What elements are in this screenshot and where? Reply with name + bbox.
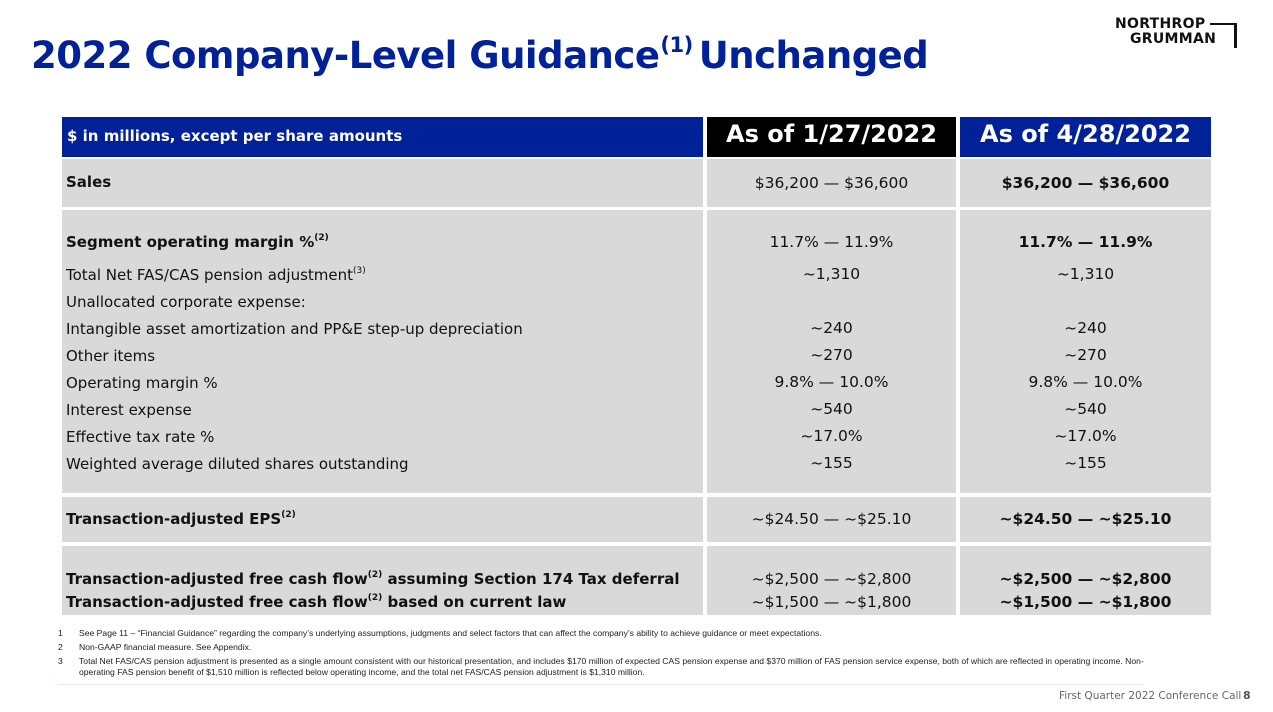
page-number: 8 bbox=[1243, 689, 1251, 702]
prior-amortization: ~240 bbox=[810, 319, 853, 337]
row-label-operating-margin: Operating margin % bbox=[66, 374, 218, 392]
table-header-row bbox=[62, 117, 1212, 157]
prior-fcf-current-law: ~$1,500 — ~$1,800 bbox=[751, 593, 912, 611]
logo-line-1: NORTHROP bbox=[1115, 16, 1206, 32]
prior-interest-expense: ~540 bbox=[810, 400, 853, 418]
current-value: $36,200 — $36,600 bbox=[1001, 174, 1170, 192]
footnote-2: 2 Non-GAAP financial measure. See Appendix. bbox=[58, 642, 252, 652]
prior-tax-rate: ~17.0% bbox=[800, 427, 863, 445]
current-interest-expense: ~540 bbox=[1064, 400, 1107, 418]
row-label-tax-rate: Effective tax rate % bbox=[66, 428, 215, 446]
row-label-diluted-shares: Weighted average diluted shares outstanding bbox=[66, 455, 409, 473]
prior-pension-adjustment: ~1,310 bbox=[802, 265, 861, 283]
current-eps: ~$24.50 — ~$25.10 bbox=[999, 510, 1172, 528]
current-other-items: ~270 bbox=[1064, 346, 1107, 364]
table-row-free-cash-flow bbox=[62, 546, 1212, 615]
title-footnote-ref: (1) bbox=[660, 33, 693, 57]
current-operating-margin: 9.8% — 10.0% bbox=[1028, 373, 1143, 391]
row-label-fcf-section-174: Transaction-adjusted free cash flow$^{(2)}$ assuming Section 174 Tax deferral bbox=[66, 570, 680, 588]
logo-line-2: GRUMMAN bbox=[1130, 31, 1217, 47]
footnote-3: 3 Total Net FAS/CAS pension adjustment is presented as a single amount consistent with our historical presentation, and includes $170 million of expected CAS pension expense and $370 million of FAS pension service expense, both of which are reflected in operating income. Non-operating FAS pension benefit of $1,510 million is reflected below operating income, and the total net FAS/CAS pension adjustment is $1,310 million. bbox=[58, 656, 1144, 677]
page-title bbox=[31, 33, 928, 77]
current-fcf-section-174: ~$2,500 — ~$2,800 bbox=[999, 570, 1172, 588]
row-label-eps: Transaction-adjusted EPS$^{(2)}$ bbox=[66, 510, 296, 528]
row-label-interest-expense: Interest expense bbox=[66, 401, 192, 419]
northrop-grumman-logo bbox=[1113, 16, 1253, 50]
row-label-unallocated-expense: Unallocated corporate expense: bbox=[66, 293, 306, 311]
current-tax-rate: ~17.0% bbox=[1054, 427, 1117, 445]
table-row-sales bbox=[62, 159, 1212, 207]
row-label-pension-adjustment: Total Net FAS/CAS pension adjustment$^{(3)}$ bbox=[66, 266, 366, 284]
title-main: 2022 Company-Level Guidance bbox=[31, 34, 660, 77]
prior-diluted-shares: ~155 bbox=[810, 454, 853, 472]
current-pension-adjustment: ~1,310 bbox=[1056, 265, 1115, 283]
column-header-units: $ in millions, except per share amounts bbox=[62, 117, 703, 157]
title-tail: Unchanged bbox=[698, 34, 929, 77]
footnotes bbox=[58, 628, 1158, 681]
prior-operating-margin: 9.8% — 10.0% bbox=[774, 373, 889, 391]
column-header-prior: As of 1/27/2022 bbox=[707, 117, 956, 157]
current-amortization: ~240 bbox=[1064, 319, 1107, 337]
table-block-details bbox=[62, 210, 1212, 493]
current-segment-margin: 11.7% — 11.9% bbox=[1018, 233, 1153, 251]
row-label-segment-margin: Segment operating margin %$^{(2)}$ bbox=[66, 233, 329, 251]
prior-other-items: ~270 bbox=[810, 346, 853, 364]
footer-divider bbox=[58, 684, 1143, 685]
bracket-corner-icon bbox=[1210, 23, 1237, 48]
column-header-current: As of 4/28/2022 bbox=[960, 117, 1211, 157]
prior-eps: ~$24.50 — ~$25.10 bbox=[751, 510, 912, 528]
prior-value: $36,200 — $36,600 bbox=[754, 174, 909, 192]
current-diluted-shares: ~155 bbox=[1064, 454, 1107, 472]
prior-segment-margin: 11.7% — 11.9% bbox=[769, 233, 894, 251]
row-label-fcf-current-law: Transaction-adjusted free cash flow$^{(2)}$ based on current law bbox=[66, 593, 567, 611]
footer-event-name: First Quarter 2022 Conference Call bbox=[1059, 690, 1242, 702]
table-row-eps bbox=[62, 497, 1212, 542]
row-label: Sales bbox=[66, 173, 112, 191]
prior-fcf-section-174: ~$2,500 — ~$2,800 bbox=[751, 570, 912, 588]
footnote-1: 1 See Page 11 – “Financial Guidance” regarding the company’s underlying assumptions, judgments and select factors that can affect the company’s ability to achieve guidance or meet expectations. bbox=[58, 628, 822, 638]
row-label-other-items: Other items bbox=[66, 347, 156, 365]
row-label-amortization: Intangible asset amortization and PP&E step-up depreciation bbox=[66, 320, 523, 338]
current-fcf-current-law: ~$1,500 — ~$1,800 bbox=[999, 593, 1172, 611]
